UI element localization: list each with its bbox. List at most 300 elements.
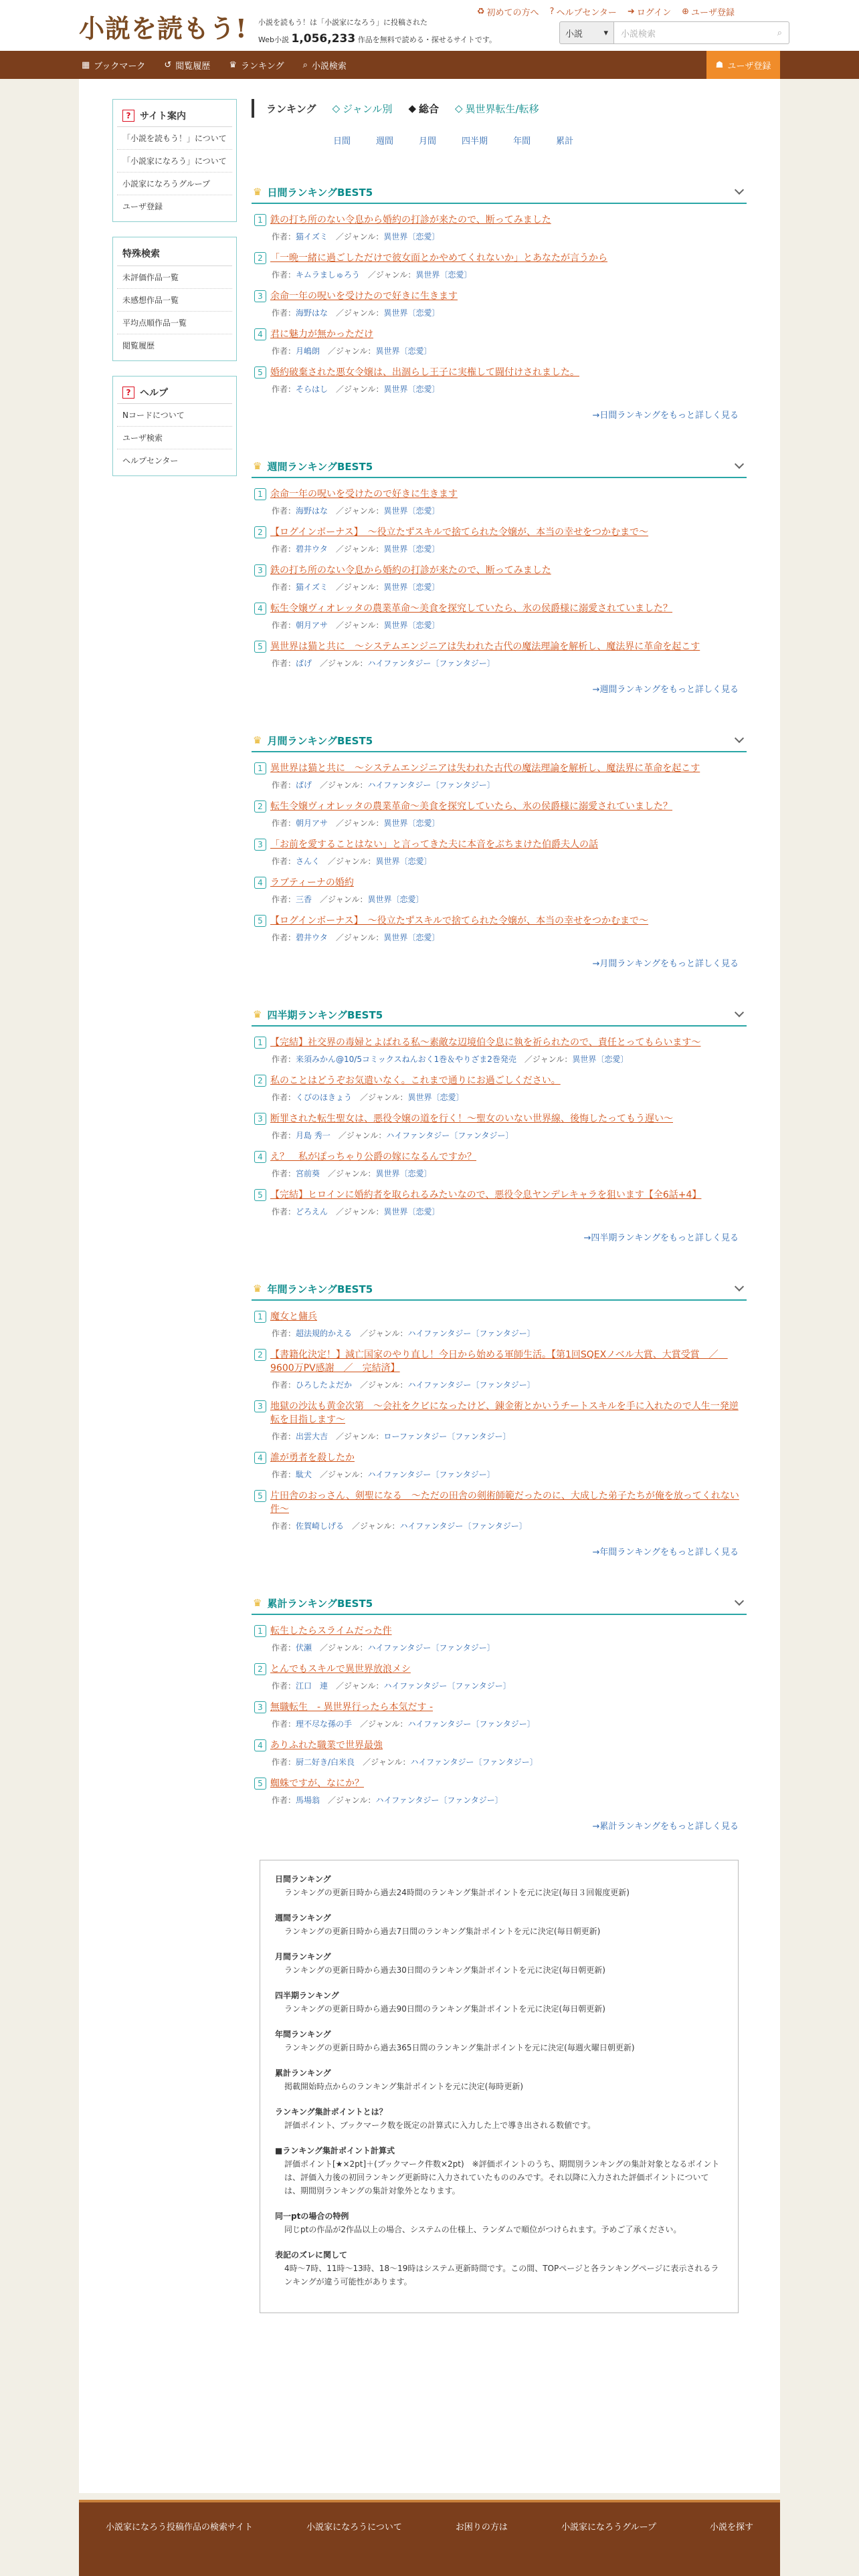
crown-icon: ♛	[229, 60, 237, 70]
rank-number: 4	[254, 877, 266, 889]
genre-link[interactable]: 異世界〔恋愛〕	[383, 232, 440, 241]
author-link[interactable]: ぱげ	[296, 780, 312, 790]
work-title-link[interactable]: 異世界は猫と共に ～システムエンジニアは失われた古代の魔法理論を解析し、魔法界に革命を起こす	[270, 641, 700, 652]
sidebar-item[interactable]: ユーザ登録	[122, 202, 163, 211]
sidebar-item[interactable]: 平均点順作品一覧	[117, 312, 232, 334]
rank-number: 1	[254, 762, 266, 774]
section-title: 四半期ランキングBEST5	[267, 1008, 383, 1021]
sidebar-item[interactable]: 未感想作品一覧	[117, 289, 232, 312]
rank-item	[252, 762, 747, 790]
site-logo[interactable]: 小説を読もう!	[79, 13, 248, 43]
note-block	[275, 2210, 723, 2236]
note-desc: ランキングの更新日時から過去24時間のランキング集計ポイントを元に決定(毎日３回報度更新)	[284, 1888, 630, 1897]
work-meta: 作者：三香 ／ジャンル：異世界〔恋愛〕	[272, 895, 424, 904]
author-link[interactable]: 海野はな	[296, 308, 328, 318]
rank-item	[252, 251, 747, 280]
period-daily[interactable]: 日間	[333, 136, 351, 146]
sidebar-item[interactable]: ユーザ検索	[117, 427, 232, 449]
period-quarter[interactable]: 四半期	[462, 136, 488, 146]
site-footer	[79, 2500, 780, 2576]
rank-item	[252, 328, 747, 356]
nav-history[interactable]: ↺ 閲覧履歴	[164, 60, 211, 72]
work-meta: 作者：理不尽な孫の手 ／ジャンル：ハイファンタジー〔ファンタジー〕	[272, 1719, 535, 1729]
genre-link[interactable]: 異世界〔恋愛〕	[383, 385, 440, 394]
work-meta: 作者：ひろしたよだか ／ジャンル：ハイファンタジー〔ファンタジー〕	[272, 1380, 535, 1390]
author-link[interactable]: 三香	[296, 895, 312, 904]
genre-link[interactable]: ハイファンタジー〔ファンタジー〕	[375, 1796, 503, 1805]
work-title-link[interactable]: 蜘蛛ですが、なにか？	[270, 1778, 364, 1789]
section-title: 月間ランキングBEST5	[267, 734, 373, 747]
crown-icon: ♛	[253, 186, 262, 198]
genre-link[interactable]: 異世界〔恋愛〕	[415, 270, 472, 280]
ranking-section	[252, 1004, 747, 1243]
more-link[interactable]: →累計ランキングをもっと詳しく見る	[592, 1822, 739, 1832]
crown-icon: ♛	[253, 460, 262, 472]
note-title: 月間ランキング	[275, 1952, 331, 1961]
rank-number: 3	[254, 564, 266, 576]
rank-number: 2	[254, 1663, 266, 1675]
special-search-box	[112, 237, 237, 361]
author-link[interactable]: どろえん	[296, 1207, 328, 1216]
author-link[interactable]: 碧井ウタ	[296, 544, 328, 554]
rank-item	[252, 640, 747, 669]
sidebar-item[interactable]: Nコードについて	[117, 404, 232, 427]
rank-number: 1	[254, 214, 266, 226]
note-title: 表記のズレに関して	[275, 2250, 348, 2260]
rank-item	[252, 1074, 747, 1103]
sidebar-item[interactable]: 未評価作品一覧	[117, 266, 232, 289]
period-total[interactable]: 累計	[556, 136, 574, 146]
work-meta: 作者：猫イズミ ／ジャンル：異世界〔恋愛〕	[272, 232, 440, 241]
rank-number: 5	[254, 1490, 266, 1502]
rank-number: 3	[254, 1400, 266, 1412]
genre-link[interactable]: 異世界〔恋愛〕	[383, 544, 440, 554]
diamond-filled-icon: ◆	[408, 102, 416, 114]
rank-number: 4	[254, 328, 266, 340]
period-monthly[interactable]: 月間	[419, 136, 437, 146]
user-register-link[interactable]: ⊕ ユーザ登録	[682, 7, 735, 18]
note-desc: 同じptの作品が2作品以上の場合、システムの仕様上、ランダムで順位がつけられます。予めご了承ください。	[284, 2225, 682, 2234]
section-header[interactable]	[252, 455, 747, 478]
beginner-link[interactable]: ♻ 初めての方へ	[476, 7, 539, 18]
ranking-notes	[260, 1860, 739, 2313]
rank-item	[252, 1451, 747, 1480]
work-title-link[interactable]: 鉄の打ち所のない令息から婚約の打診が来たので、断ってみました	[270, 215, 551, 225]
rank-number: 1	[254, 1037, 266, 1049]
ranking-header	[252, 99, 747, 118]
author-link[interactable]: 理不尽な孫の手	[296, 1719, 353, 1729]
genre-link[interactable]: 異世界〔恋愛〕	[383, 506, 440, 516]
work-title-link[interactable]: 「一晩一緒に過ごしただけで彼女面とかやめてくれないか」とあなたが言うから	[270, 253, 607, 263]
genre-link[interactable]: ハイファンタジー〔ファンタジー〕	[399, 1521, 527, 1531]
rank-number: 1	[254, 1311, 266, 1323]
work-title-link[interactable]: ありふれた職業で世界最強	[270, 1740, 383, 1751]
search-icon: ⌕	[302, 60, 308, 70]
ranking-section	[252, 730, 747, 969]
site-guide-box	[112, 99, 237, 222]
genre-link[interactable]: 異世界〔恋愛〕	[407, 1093, 464, 1102]
note-desc: ランキングの更新日時から過去365日間のランキング集計ポイントを元に決定(毎週火曜日朝更新)	[284, 2043, 635, 2052]
author-link[interactable]: 碧井ウタ	[296, 933, 328, 942]
tab-isekai[interactable]: ◇ 異世界転生/転移	[455, 102, 539, 115]
rank-number: 4	[254, 1452, 266, 1464]
help-center-link[interactable]: ? ヘルプセンター	[549, 7, 617, 18]
work-title-link[interactable]: え？ 私がぽっちゃり公爵の嫁になるんですか？	[270, 1152, 476, 1162]
rank-item	[252, 366, 747, 395]
genre-link[interactable]: 異世界〔恋愛〕	[383, 582, 440, 592]
work-title-link[interactable]: 【完結】ヒロインに婚約者を取られるみたいなので、悪役令息ヤンデレキャラを狙います【全6話+4】	[270, 1190, 702, 1200]
work-meta: 作者：朝月アサ ／ジャンル：異世界〔恋愛〕	[272, 621, 440, 630]
rank-number: 3	[254, 1113, 266, 1125]
note-block	[275, 1911, 723, 1938]
work-title-link[interactable]: 【ログインボーナス】 ～役立たずスキルで捨てられた令嬢が、本当の幸せをつかむまで～	[270, 916, 649, 926]
author-link[interactable]: 厨二好き/白米良	[296, 1757, 355, 1767]
work-title-link[interactable]: 【ログインボーナス】 ～役立たずスキルで捨てられた令嬢が、本当の幸せをつかむまで～	[270, 527, 649, 538]
search-form	[559, 21, 789, 44]
genre-link[interactable]: 異世界〔恋愛〕	[375, 1169, 432, 1178]
author-link[interactable]: 朝月アサ	[296, 621, 328, 630]
sidebar-item[interactable]: 「小説を読もう！」について	[117, 127, 232, 150]
author-link[interactable]: ひろしたよだか	[296, 1380, 353, 1390]
sidebar-item[interactable]: 「小説家になろう」について	[117, 150, 232, 173]
chevron-down-icon[interactable]	[735, 1008, 744, 1017]
nav-bookmark[interactable]: ▦ ブックマーク	[82, 60, 146, 72]
sidebar-item[interactable]: ヘルプセンター	[122, 456, 179, 465]
note-title: 日間ランキング	[275, 1874, 331, 1884]
work-title-link[interactable]: 転生令嬢ヴィオレッタの農業革命～美食を探究していたら、氷の侯爵様に溺愛されていました？	[270, 603, 673, 614]
author-link[interactable]: 超法規的かえる	[296, 1329, 353, 1338]
rank-item	[252, 1624, 747, 1653]
work-title-link[interactable]: 君に魅力が無かっただけ	[270, 329, 373, 340]
rank-number: 2	[254, 1075, 266, 1087]
page-title: ランキング	[266, 102, 316, 115]
note-desc: ランキングの更新日時から過去7日間のランキング集計ポイントを元に決定(毎日朝更新)	[284, 1927, 601, 1936]
history-icon: ↺	[164, 60, 172, 70]
rank-item	[252, 526, 747, 554]
page-body	[79, 79, 780, 2493]
author-link[interactable]: そらはし	[296, 385, 328, 394]
work-title-link[interactable]: 余命一年の呪いを受けたので好きに生きます	[270, 291, 458, 302]
rank-number: 5	[254, 1778, 266, 1790]
work-title-link[interactable]: 転生令嬢ヴィオレッタの農業革命～美食を探究していたら、氷の侯爵様に溺愛されていました？	[270, 801, 673, 812]
author-link[interactable]: 出雲大吉	[296, 1432, 328, 1441]
user-plus-icon: ⊕	[682, 7, 689, 17]
genre-link[interactable]: ハイファンタジー〔ファンタジー〕	[367, 1470, 495, 1479]
work-title-link[interactable]: 婚約破棄された悪女令嬢は、出涸らし王子に実権して闘付けされました。	[270, 367, 579, 378]
more-link[interactable]: →年間ランキングをもっと詳しく見る	[592, 1547, 739, 1558]
rank-number: 1	[254, 1625, 266, 1637]
rank-item	[252, 1310, 747, 1339]
rank-item	[252, 1036, 747, 1065]
search-type-select[interactable]: 小説 ▾	[559, 21, 614, 44]
tagline-line2	[258, 31, 496, 48]
period-yearly[interactable]: 年間	[513, 136, 531, 146]
special-search-title: 特殊検索	[117, 243, 232, 266]
work-meta: 作者：海野はな ／ジャンル：異世界〔恋愛〕	[272, 308, 440, 318]
footer-tagline: 小説家になろう投稿作品の検索サイト	[106, 2523, 254, 2533]
tagline-prefix: Web小説	[258, 35, 289, 44]
more-link[interactable]: →月間ランキングをもっと詳しく見る	[592, 959, 739, 969]
rank-item	[252, 1739, 747, 1767]
more-link[interactable]: →週間ランキングをもっと詳しく見る	[592, 685, 739, 695]
footer-link[interactable]: 小説家になろうについて	[306, 2523, 402, 2533]
work-title-link[interactable]: 地獄の沙汰も黄金次第 ～会社をクビになったけど、錬金術とかいうチートスキルを手に入れたので人生一発逆転を目指します～	[270, 1401, 739, 1425]
author-link[interactable]: 月島 秀一	[296, 1131, 330, 1140]
genre-link[interactable]: ハイファンタジー〔ファンタジー〕	[407, 1380, 535, 1390]
rank-item	[252, 564, 747, 593]
note-desc: 4時〜7時、11時〜13時、18〜19時はシステム更新時間です。この間、TOPページと各ランキングページに表示されるランキングが違う可能性があります。	[284, 2264, 719, 2286]
search-icon[interactable]: ⌕	[777, 27, 782, 38]
genre-link[interactable]: ローファンタジー〔ファンタジー〕	[383, 1432, 511, 1441]
note-title: 累計ランキング	[275, 2068, 331, 2078]
crown-icon: ♛	[253, 734, 262, 746]
genre-link[interactable]: 異世界〔恋愛〕	[375, 857, 432, 866]
work-meta: 作者：超法規的かえる ／ジャンル：ハイファンタジー〔ファンタジー〕	[272, 1329, 535, 1338]
rank-item	[252, 1662, 747, 1691]
section-header[interactable]	[252, 1278, 747, 1301]
genre-link[interactable]: 異世界〔恋愛〕	[383, 621, 440, 630]
rank-item	[252, 213, 747, 242]
rank-number: 1	[254, 488, 266, 500]
author-link[interactable]: ぱげ	[296, 659, 312, 668]
note-desc: 掲載開始時点からのランキング集計ポイントを元に決定(毎時更新)	[284, 2082, 524, 2091]
genre-link[interactable]: ハイファンタジー〔ファンタジー〕	[407, 1329, 535, 1338]
diamond-outline-icon: ◇	[455, 102, 463, 114]
note-desc: ランキングの更新日時から過去30日間のランキング集計ポイントを元に決定(毎日朝更新)	[284, 1965, 605, 1975]
genre-link[interactable]: ハイファンタジー〔ファンタジー〕	[367, 659, 495, 668]
note-block	[275, 1989, 723, 2016]
note-title: 年間ランキング	[275, 2030, 331, 2039]
section-header[interactable]	[252, 1004, 747, 1027]
work-title-link[interactable]: 魔女と傭兵	[270, 1311, 317, 1322]
chevron-down-icon[interactable]	[735, 185, 744, 195]
sidebar-item[interactable]: 小説家になろうグループ	[117, 173, 232, 195]
genre-link[interactable]: 異世界〔恋愛〕	[572, 1055, 629, 1064]
rank-number: 4	[254, 1151, 266, 1163]
section-title: 累計ランキングBEST5	[267, 1597, 373, 1610]
genre-link[interactable]: 異世界〔恋愛〕	[375, 346, 432, 356]
work-meta: 作者：ぱげ ／ジャンル：ハイファンタジー〔ファンタジー〕	[272, 659, 495, 668]
rank-number: 2	[254, 1349, 266, 1361]
tab-genre[interactable]: ◇ ジャンル別	[332, 102, 393, 115]
author-link[interactable]: 月嶋朗	[296, 346, 320, 356]
register-button[interactable]: ☗ ユーザ登録	[706, 51, 780, 79]
work-title-link[interactable]: 断罪された転生聖女は、悪役令嬢の道を行く！～聖女のいない世界線、後悔したってもう遅い～	[270, 1113, 673, 1124]
author-link[interactable]: 江口 連	[296, 1681, 328, 1691]
author-link[interactable]: さんく	[296, 857, 320, 866]
rank-number: 4	[254, 1739, 266, 1751]
note-title: ランキング集計ポイントとは？	[275, 2107, 387, 2117]
login-link[interactable]: ➜ ログイン	[627, 7, 672, 18]
note-desc: ランキングの更新日時から過去90日間のランキング集計ポイントを元に決定(毎日朝更新)	[284, 2004, 605, 2014]
note-desc: 評価ポイント[★×2pt]＋(ブックマーク件数×2pt) ※評価ポイントのうち、期間別ランキングの集計対象となるポイントは、評価入力後の初回ランキング更新時に入力されていたもののみです。それ以降に入力された評価ポイントについては、期間別ランキングの集計対象外となります。	[284, 2159, 720, 2195]
work-meta: 作者：そらはし ／ジャンル：異世界〔恋愛〕	[272, 385, 440, 394]
help-title: ? ヘルプ	[117, 382, 232, 404]
work-title-link[interactable]: 鉄の打ち所のない令息から婚約の打診が来たので、断ってみました	[270, 565, 551, 576]
rank-item	[252, 1188, 747, 1217]
rank-number: 2	[254, 800, 266, 813]
chevron-down-icon[interactable]	[735, 459, 744, 469]
note-title: 週間ランキング	[275, 1913, 331, 1923]
crown-icon: ♛	[253, 1597, 262, 1609]
help-box	[112, 376, 237, 476]
rank-item	[252, 1489, 747, 1531]
work-title-link[interactable]: 誰が勇者を殺したか	[270, 1453, 355, 1463]
author-link[interactable]: 来須みかん@10/5コミックスねんおく1巻＆やりざま2巻発売	[296, 1055, 516, 1064]
period-links	[252, 134, 747, 146]
section-header[interactable]	[252, 1592, 747, 1615]
rank-item	[252, 838, 747, 867]
rank-item	[252, 1112, 747, 1141]
genre-link[interactable]: ハイファンタジー〔ファンタジー〕	[410, 1757, 538, 1767]
author-link[interactable]: くびのほきょう	[296, 1093, 353, 1102]
beginner-icon: ♻	[476, 7, 485, 17]
section-title: 日間ランキングBEST5	[267, 186, 373, 199]
work-title-link[interactable]: 異世界は猫と共に ～システムエンジニアは失われた古代の魔法理論を解析し、魔法界に革命を起こす	[270, 763, 700, 774]
note-title: ■ランキング集計ポイント計算式	[275, 2146, 395, 2155]
help-icon: ?	[549, 7, 555, 17]
note-title: 同一ptの場合の特例	[275, 2212, 349, 2221]
author-link[interactable]: 佐賀崎しげる	[296, 1521, 345, 1531]
work-meta: 作者：宮前葵 ／ジャンル：異世界〔恋愛〕	[272, 1169, 432, 1178]
work-meta: 作者：江口 連 ／ジャンル：ハイファンタジー〔ファンタジー〕	[272, 1681, 511, 1691]
bookmark-icon: ▦	[82, 60, 90, 70]
work-title-link[interactable]: 「お前を愛することはない」と言ってきた夫に本音をぶちまけた伯爵夫人の話	[270, 839, 598, 850]
user-icon: ☗	[715, 60, 724, 70]
genre-link[interactable]: 異世界〔恋愛〕	[383, 819, 440, 828]
author-link[interactable]: 宮前葵	[296, 1169, 320, 1178]
login-icon: ➜	[627, 7, 635, 17]
footer-link[interactable]: お困りの方は	[455, 2523, 508, 2533]
rank-number: 5	[254, 1189, 266, 1201]
ranking-section	[252, 181, 747, 421]
genre-link[interactable]: 異世界〔恋愛〕	[383, 1207, 440, 1216]
rank-number: 2	[254, 526, 266, 538]
work-meta: 作者：どろえん ／ジャンル：異世界〔恋愛〕	[272, 1207, 440, 1216]
work-title-link[interactable]: 無職転生 - 異世界行ったら本気だす -	[270, 1702, 434, 1713]
work-meta: 作者：ぱげ ／ジャンル：ハイファンタジー〔ファンタジー〕	[272, 780, 495, 790]
note-block	[275, 1872, 723, 1899]
tagline-suffix: 作品を無料で読める・探せるサイトです。	[357, 35, 497, 44]
genre-link[interactable]: 異世界〔恋愛〕	[383, 308, 440, 318]
genre-link[interactable]: ハイファンタジー〔ファンタジー〕	[383, 1681, 511, 1691]
work-meta: 作者：猫イズミ ／ジャンル：異世界〔恋愛〕	[272, 582, 440, 592]
section-header[interactable]	[252, 181, 747, 204]
work-meta: 作者：朝月アサ ／ジャンル：異世界〔恋愛〕	[272, 819, 440, 828]
crown-icon: ♛	[253, 1008, 262, 1021]
work-title-link[interactable]: ラブティーナの婚約	[270, 877, 354, 888]
genre-link[interactable]: 異世界〔恋愛〕	[367, 895, 424, 904]
note-block	[275, 2105, 723, 2132]
note-block	[275, 1950, 723, 1977]
note-desc: 評価ポイント、ブックマーク数を既定の計算式に入力した上で導き出される数値です。	[284, 2121, 596, 2130]
rank-number: 5	[254, 366, 266, 379]
note-block	[275, 2066, 723, 2093]
work-title-link[interactable]: 片田舎のおっさん、剣聖になる ～ただの田舎の剣術師範だったのに、大成した弟子たちが俺を放ってくれない件～	[270, 1491, 739, 1515]
author-link[interactable]: 馬場翁	[296, 1796, 320, 1805]
work-meta: 作者：さんく ／ジャンル：異世界〔恋愛〕	[272, 857, 432, 866]
note-block	[275, 2248, 723, 2288]
note-title: 四半期ランキング	[275, 1991, 339, 2000]
footer-link[interactable]: 小説家になろうグループ	[561, 2523, 656, 2533]
author-link[interactable]: 猫イズミ	[296, 582, 328, 592]
rank-number: 3	[254, 290, 266, 302]
rank-item	[252, 488, 747, 516]
chevron-down-icon[interactable]	[735, 1282, 744, 1291]
question-icon: ?	[122, 387, 134, 399]
nav-search[interactable]: ⌕ 小説検索	[302, 60, 347, 72]
tagline	[258, 15, 496, 48]
rank-number: 3	[254, 1701, 266, 1713]
author-link[interactable]: 伏瀬	[296, 1643, 312, 1652]
more-link[interactable]: →日間ランキングをもっと詳しく見る	[592, 411, 739, 421]
rank-item	[252, 1400, 747, 1442]
rank-number: 4	[254, 603, 266, 615]
author-link[interactable]: 朝月アサ	[296, 819, 328, 828]
site-header	[0, 0, 859, 51]
genre-link[interactable]: ハイファンタジー〔ファンタジー〕	[367, 1643, 495, 1652]
genre-link[interactable]: ハイファンタジー〔ファンタジー〕	[386, 1131, 514, 1140]
footer-link[interactable]: 小説を探す	[709, 2523, 753, 2533]
top-links	[477, 5, 735, 18]
author-link[interactable]: キムラましゅろう	[296, 270, 360, 280]
work-count: 1,056,233	[291, 32, 356, 45]
genre-link[interactable]: 異世界〔恋愛〕	[383, 933, 440, 942]
main-content	[252, 99, 747, 2313]
work-title-link[interactable]: 私のことはどうぞお気遣いなく。これまで通りにお過ごしください。	[270, 1075, 561, 1086]
chevron-down-icon[interactable]	[735, 734, 744, 743]
work-title-link[interactable]: 【書籍化決定！】減亡国家のやり直し！今日から始める軍師生活。【第1回SQEXノベル大賞、大賞受賞 ／ 9600万PV感謝 ／ 完結済】	[270, 1350, 728, 1374]
author-link[interactable]: 猫イズミ	[296, 232, 328, 241]
ranking-section	[252, 1592, 747, 1832]
work-meta: 作者：海野はな ／ジャンル：異世界〔恋愛〕	[272, 506, 440, 516]
tab-overall[interactable]: ◆ 総合	[408, 102, 439, 115]
question-icon: ?	[122, 110, 134, 122]
work-title-link[interactable]: 【完結】社交界の毒婦とよばれる私～素敵な辺境伯令息に執を祈られたので、責任とってもらいます～	[270, 1037, 701, 1048]
note-block	[275, 2144, 723, 2197]
rank-number: 5	[254, 641, 266, 653]
ranking-sections	[252, 181, 747, 1832]
rank-item	[252, 914, 747, 943]
note-block	[275, 2028, 723, 2054]
sidebar-item[interactable]: 閲覧履歴	[122, 341, 155, 350]
work-meta: 作者：キムラましゅろう ／ジャンル：異世界〔恋愛〕	[272, 270, 472, 280]
diamond-outline-icon: ◇	[332, 102, 341, 114]
genre-link[interactable]: ハイファンタジー〔ファンタジー〕	[367, 780, 495, 790]
tagline-line1: 小説を読もう！は「小説家になろう」に投稿された	[258, 18, 427, 27]
rank-number: 2	[254, 252, 266, 264]
author-link[interactable]: 駄犬	[296, 1470, 312, 1479]
work-title-link[interactable]: 転生したらスライムだった件	[270, 1626, 392, 1636]
work-meta: 作者：くびのほきょう ／ジャンル：異世界〔恋愛〕	[272, 1093, 464, 1102]
work-meta: 作者：厨二好き/白米良 ／ジャンル：ハイファンタジー〔ファンタジー〕	[272, 1757, 538, 1767]
work-title-link[interactable]: 余命一年の呪いを受けたので好きに生きます	[270, 489, 458, 500]
section-title: 週間ランキングBEST5	[267, 460, 373, 473]
rank-item	[252, 290, 747, 318]
work-title-link[interactable]: とんでもスキルで異世界放浪メシ	[270, 1664, 411, 1675]
section-header[interactable]	[252, 730, 747, 752]
nav-ranking[interactable]: ♛ ランキング	[229, 60, 284, 72]
author-link[interactable]: 海野はな	[296, 506, 328, 516]
search-input[interactable]: 小説検索 ⌕	[614, 21, 789, 44]
period-weekly[interactable]: 週間	[376, 136, 394, 146]
rank-item	[252, 1777, 747, 1806]
site-guide-title: ? サイト案内	[117, 105, 232, 127]
more-link[interactable]: →四半期ランキングをもっと詳しく見る	[583, 1233, 739, 1243]
genre-link[interactable]: ハイファンタジー〔ファンタジー〕	[407, 1719, 535, 1729]
rank-number: 3	[254, 839, 266, 851]
chevron-down-icon[interactable]	[735, 1596, 744, 1606]
